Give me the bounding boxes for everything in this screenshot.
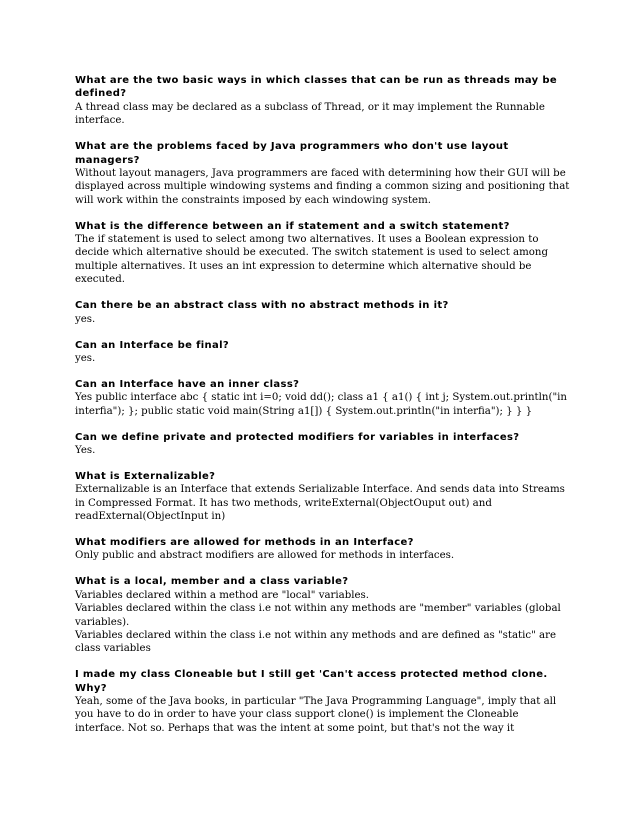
question: What modifiers are allowed for methods in an Interface? xyxy=(75,536,414,548)
question: What are the two basic ways in which classes that can be run as threads may be defined? xyxy=(75,75,558,100)
answer: Yeah, some of the Java books, in particular "The Java Programming Language", imply that all you have to do in order to have your class support clone() is implement the Cloneable interface. Not so. Perhaps that was the intent at some point, but that's not the way it xyxy=(75,696,557,734)
question: Can an Interface be final? xyxy=(75,339,230,351)
qa-item xyxy=(75,668,570,735)
question: I made my class Cloneable but I still get 'Can't access protected method clone. Why? xyxy=(75,669,548,694)
answer: Only public and abstract modifiers are allowed for methods in interfaces. xyxy=(75,550,455,562)
qa-item xyxy=(75,339,570,366)
qa-item xyxy=(75,431,570,458)
answer: Without layout managers, Java programmers are faced with determining how their GUI will be displayed across multiple windowing systems and finding a common sizing and positioning that will work within the constraints imposed by each windowing system. xyxy=(75,167,570,206)
answer: A thread class may be declared as a subclass of Thread, or it may implement the Runnable interface. xyxy=(75,101,545,127)
answer: Variables declared within a method are "local" variables. xyxy=(75,589,370,601)
qa-item xyxy=(75,74,570,128)
qa-item xyxy=(75,575,570,655)
question: What is Externalizable? xyxy=(75,470,216,482)
answer: Yes. xyxy=(75,444,96,456)
question: Can there be an abstract class with no abstract methods in it? xyxy=(75,300,449,312)
answer: Externalizable is an Interface that extends Serializable Interface. And sends data into Streams in Compressed Format. It has two methods, writeExternal(ObjectOuput out) and readExternal(ObjectInput in) xyxy=(75,484,565,523)
qa-item xyxy=(75,220,570,287)
answer: yes. xyxy=(75,313,96,325)
qa-item xyxy=(75,470,570,524)
question: What is the difference between an if statement and a switch statement? xyxy=(75,220,510,232)
qa-item xyxy=(75,536,570,563)
qa-item xyxy=(75,378,570,418)
qa-item xyxy=(75,299,570,326)
question: Can we define private and protected modifiers for variables in interfaces? xyxy=(75,431,520,443)
answer: The if statement is used to select among two alternatives. It uses a Boolean expression to decide which alternative should be executed. The switch statement is used to select among multiple alternatives. It uses an int expression to determine which alternative should be executed. xyxy=(75,234,548,286)
question: What are the problems faced by Java programmers who don't use layout managers? xyxy=(75,141,509,166)
document-page xyxy=(75,74,570,748)
answer: yes. xyxy=(75,352,96,364)
question: What is a local, member and a class variable? xyxy=(75,576,349,588)
answer: Variables declared within the class i.e not within any methods are "member" variables (global variables). xyxy=(75,603,561,628)
qa-item xyxy=(75,140,570,207)
question: Can an Interface have an inner class? xyxy=(75,378,300,390)
answer: Variables declared within the class i.e not within any methods and are defined as "static" are class variables xyxy=(75,629,557,655)
answer: Yes public interface abc { static int i=0; void dd(); class a1 { a1() { int j; System.out.println("in interfia"); }; public static void main(String a1[]) { System.out.println("in interfia"); } } } xyxy=(75,392,567,417)
